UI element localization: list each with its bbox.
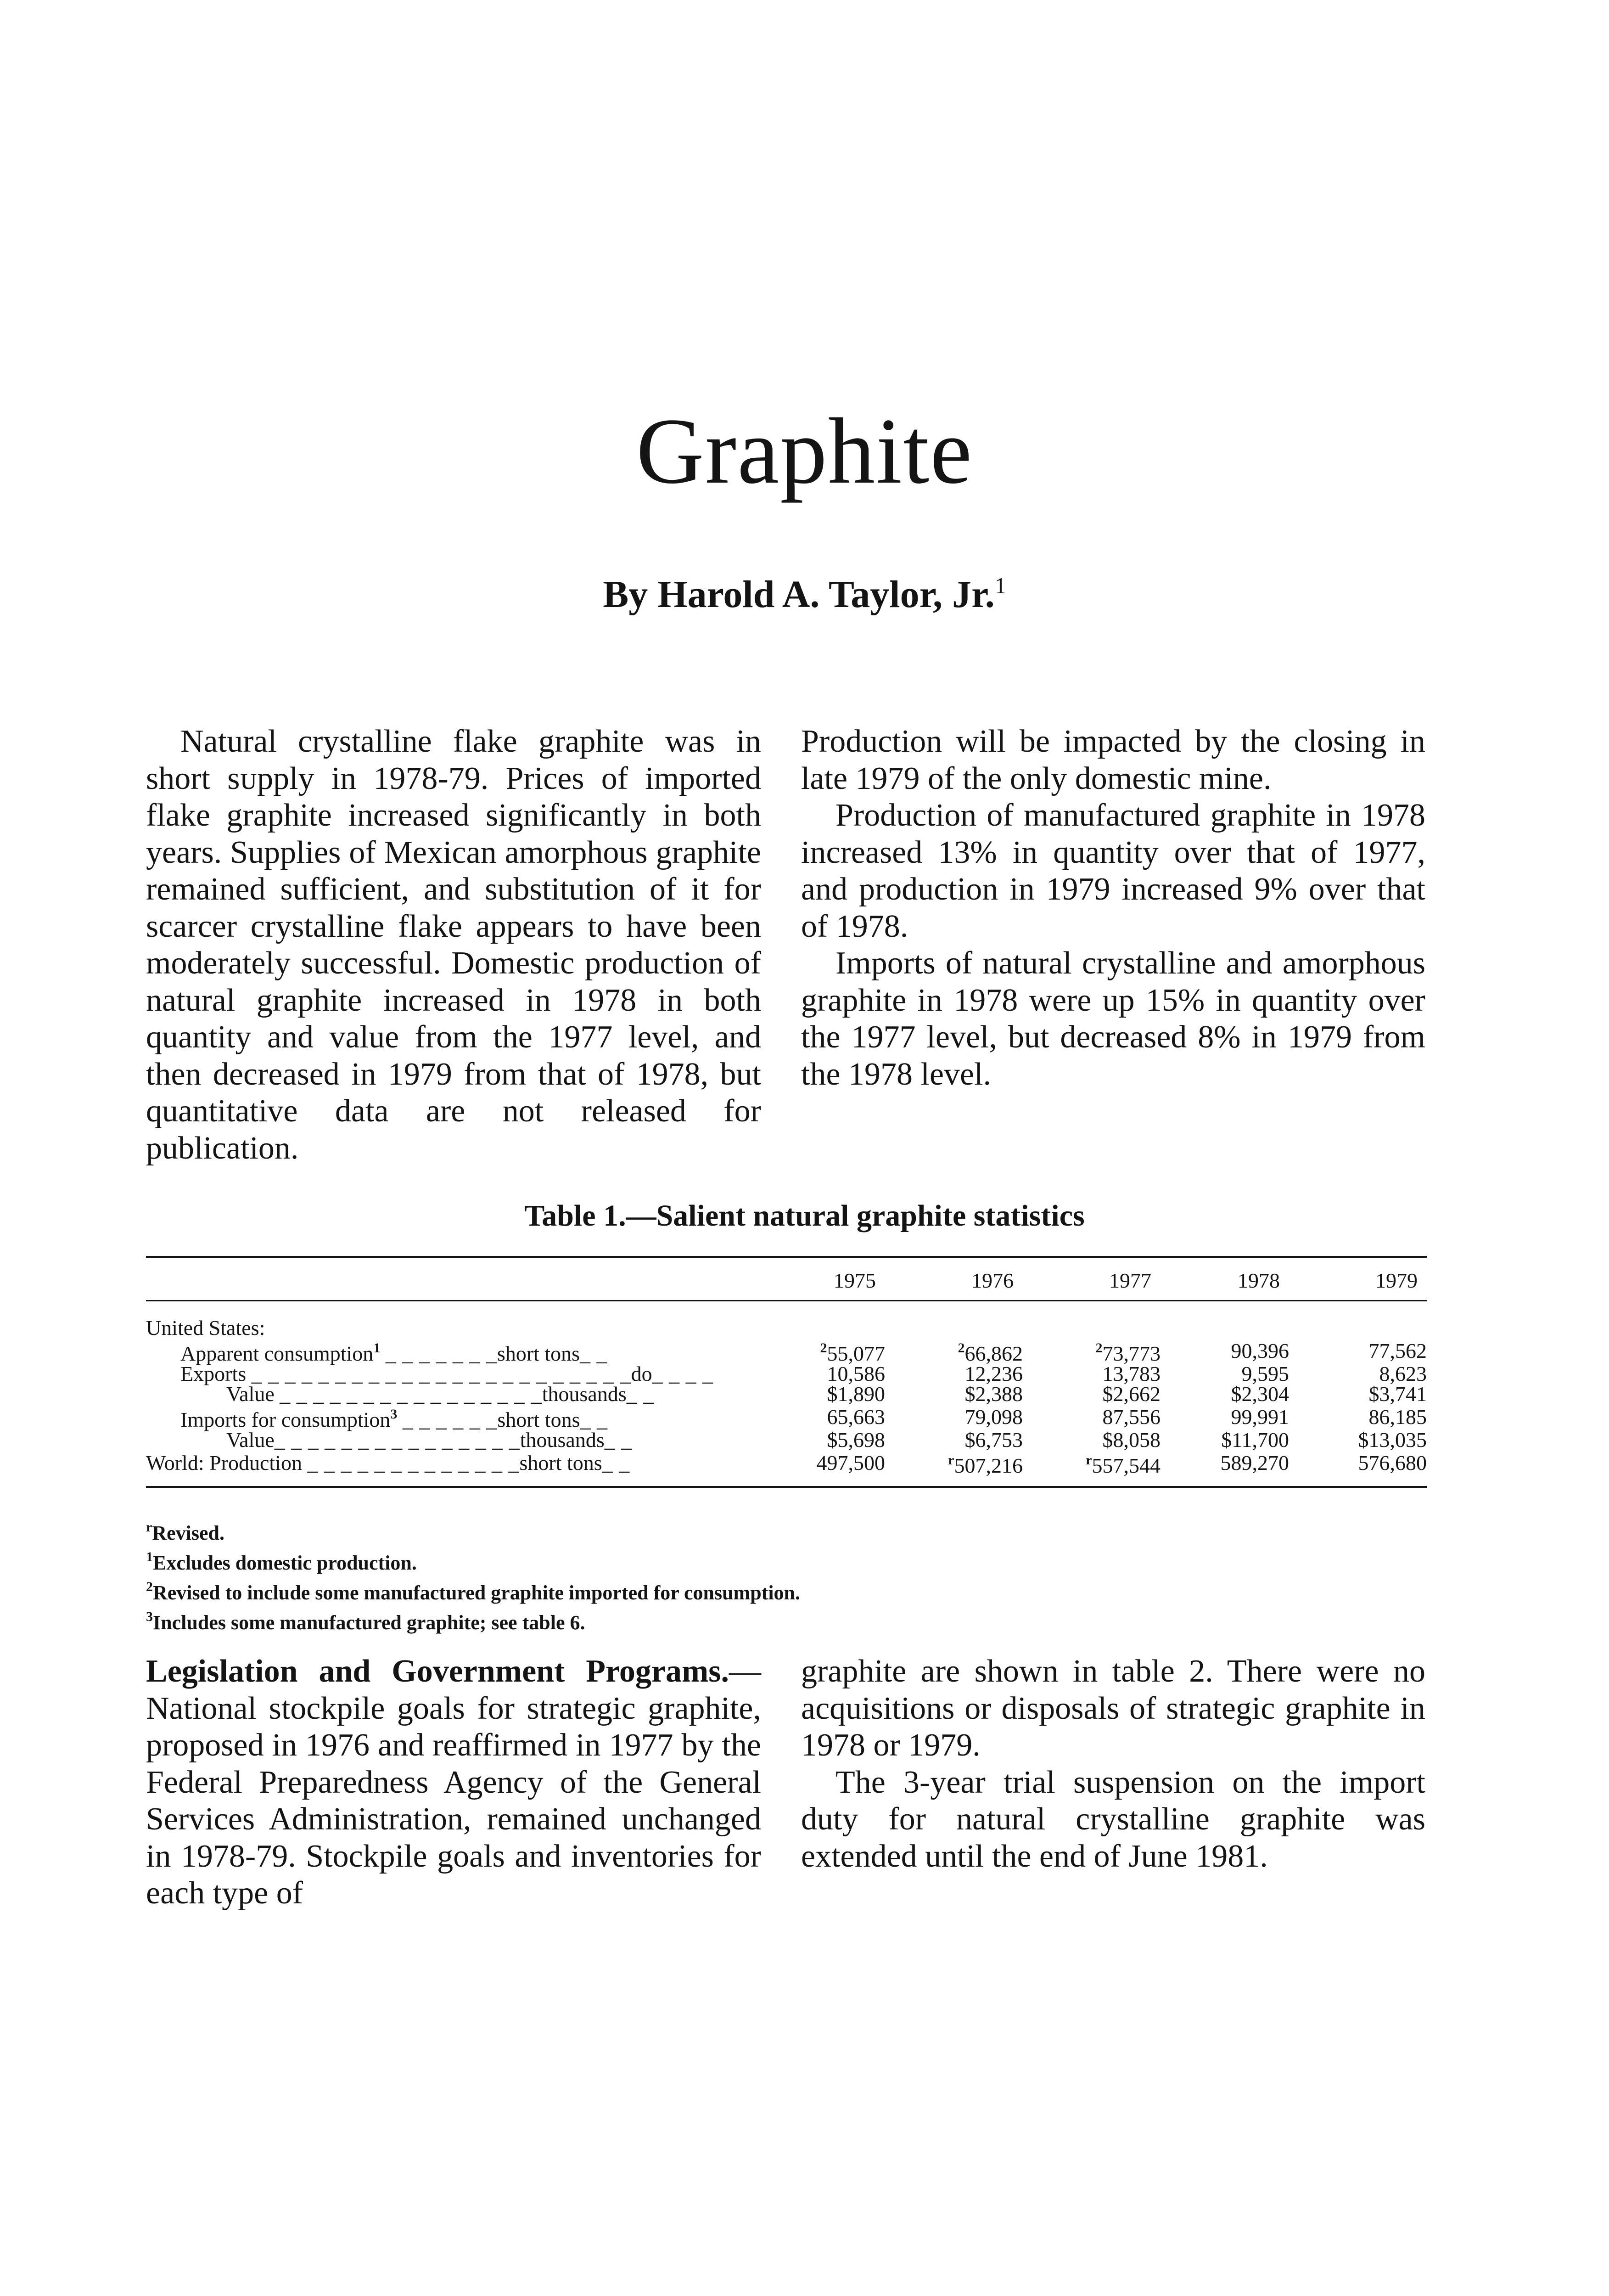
table-footnotes <box>146 1515 1427 1635</box>
table-group-row <box>146 1301 1427 1339</box>
table-title: Table 1.—Salient natural graphite statistics <box>524 1199 1085 1232</box>
year-header: 1975 <box>743 1257 885 1301</box>
header-blank <box>146 1257 743 1301</box>
row-label: Exports _ _ _ _ _ _ _ _ _ _ _ _ _ _ _ _ _ _ _ _ _ _ _do_ _ _ _ <box>180 1362 714 1385</box>
intro-paragraph: Natural crystalline flake graphite was in short sᴜpply in 1978-79. Prices of imported flake graphite increased significantly in both years. Supplies of Mexican amorphous graphite remained sufficient, and substitution of it for scarcer crystalline flake appears to have been moderately successful. Domestic production of natural graphite increased in 1978 in both quantity and value from the 1977 level, and then decreased in 1979 from that of 1978, but quantitative data are not released for publication. <box>146 724 761 1166</box>
intro-left-column <box>146 723 761 1167</box>
page-title: Graphite <box>636 399 973 503</box>
table-cell: 12,236 <box>964 1362 1023 1385</box>
table-cell: 86,185 <box>1368 1405 1427 1429</box>
legislation-paragraph: The 3-year trial suspension on the import duty for natural crystalline graphite was extended until the end of June 1981. <box>801 1764 1425 1874</box>
year-header: 1977 <box>1023 1257 1160 1301</box>
legislation-text: —National stockpile goals for strategic graphite, proposed in 1976 and reaffirmed in 1977 by the Federal Preparedness Agency of the General Services Administration, remained unchanged in 1978-79. Stockpile goals and inventories for each type of <box>146 1654 761 1911</box>
legislation-heading: Legislation and Government Programs. <box>146 1654 729 1689</box>
intro-paragraph: Imports of natural crystalline and amorphous graphite in 1978 were up 15% in quantity over the 1977 level, but decreased 8% in 1979 from the 1978 level. <box>801 945 1425 1092</box>
table-row <box>146 1430 1427 1450</box>
legislation-paragraph <box>146 1653 761 1912</box>
table-header-row <box>146 1257 1427 1301</box>
table-row <box>146 1364 1427 1384</box>
year-header: 1976 <box>885 1257 1023 1301</box>
table-cell: 13,783 <box>1102 1362 1160 1385</box>
table-cell: 497,500 <box>816 1451 885 1474</box>
table-cell: $2,304 <box>1231 1382 1289 1406</box>
legislation-left-column <box>146 1653 761 1912</box>
table-cell: $^r$507,216 <box>948 1452 1023 1477</box>
table-cell: $1,890 <box>827 1382 885 1406</box>
intro-paragraph: Production will be impacted by the closing in late 1979 of the only domestic mine. <box>801 724 1425 796</box>
byline <box>0 574 1609 614</box>
footnote: $^2$Revised to include some manufactured graphite imported for consumption. <box>146 1579 801 1604</box>
author-footnote-mark: 1 <box>994 573 1006 598</box>
footnote: $^r$Revised. <box>146 1519 224 1544</box>
table-cell: 10,586 <box>827 1362 885 1385</box>
table-cell: $3,741 <box>1368 1382 1427 1406</box>
table-cell: 589,270 <box>1220 1451 1289 1474</box>
table-cell: 79,098 <box>964 1405 1023 1429</box>
intro-right-column <box>801 723 1425 1093</box>
table-row <box>146 1338 1427 1364</box>
table-cell: 576,680 <box>1358 1451 1427 1474</box>
table-cell: $13,035 <box>1358 1428 1427 1452</box>
row-label: Value_ _ _ _ _ _ _ _ _ _ _ _ _ _ _thousands_ _ <box>226 1428 633 1452</box>
table-row <box>146 1384 1427 1404</box>
author-name: By Harold A. Taylor, Jr. <box>603 573 995 616</box>
group-label: United States: <box>146 1316 265 1339</box>
table-cell: $11,700 <box>1221 1428 1289 1452</box>
year-header: 1979 <box>1289 1257 1427 1301</box>
table-cell: $^2$73,773 <box>1095 1340 1160 1365</box>
row-label: Imports for consumption$^3$ _ _ _ _ _ _short tons_ _ <box>180 1407 608 1431</box>
year-header: 1978 <box>1160 1257 1289 1301</box>
table-cell: 77,562 <box>1368 1339 1427 1362</box>
table-cell: 9,595 <box>1241 1362 1289 1385</box>
table-cell: 8,623 <box>1379 1362 1427 1385</box>
intro-paragraph: Production of manufactured graphite in 1978 increased 13% in quantity over that of 1977, and production in 1979 increased 9% over that of 1978. <box>801 798 1425 944</box>
table-cell: $^2$66,862 <box>958 1340 1023 1365</box>
table-cell: $8,058 <box>1102 1428 1160 1452</box>
salient-statistics-table <box>146 1256 1427 1488</box>
table-cell: $^r$557,544 <box>1086 1452 1160 1477</box>
footnote: $^1$Excludes domestic production. <box>146 1549 417 1574</box>
table-cell: 87,556 <box>1102 1405 1160 1429</box>
table-cell: $2,388 <box>964 1382 1023 1406</box>
row-label: Value _ _ _ _ _ _ _ _ _ _ _ _ _ _ _ _thousands_ _ <box>226 1382 655 1406</box>
legislation-right-column <box>801 1653 1425 1875</box>
legislation-paragraph: graphite are shown in table 2. There were no acquisitions or disposals of strategic graphite in 1978 or 1979. <box>801 1654 1425 1763</box>
table-row <box>146 1404 1427 1430</box>
row-label: Apparent consumption$^1$ _ _ _ _ _ _ _short tons_ _ <box>180 1340 608 1365</box>
table-cell: $^2$55,077 <box>820 1340 885 1365</box>
table-cell: $6,753 <box>964 1428 1023 1452</box>
table-cell: $2,662 <box>1102 1382 1160 1406</box>
row-label: World: Production _ _ _ _ _ _ _ _ _ _ _ _ _short tons_ _ <box>146 1451 630 1474</box>
table-row <box>146 1450 1427 1487</box>
table-cell: $5,698 <box>827 1428 885 1452</box>
footnote: $^3$Includes some manufactured graphite; see table 6. <box>146 1609 585 1634</box>
table-cell: 65,663 <box>827 1405 885 1429</box>
table-cell: 99,991 <box>1231 1405 1289 1429</box>
table-cell: 90,396 <box>1231 1339 1289 1362</box>
